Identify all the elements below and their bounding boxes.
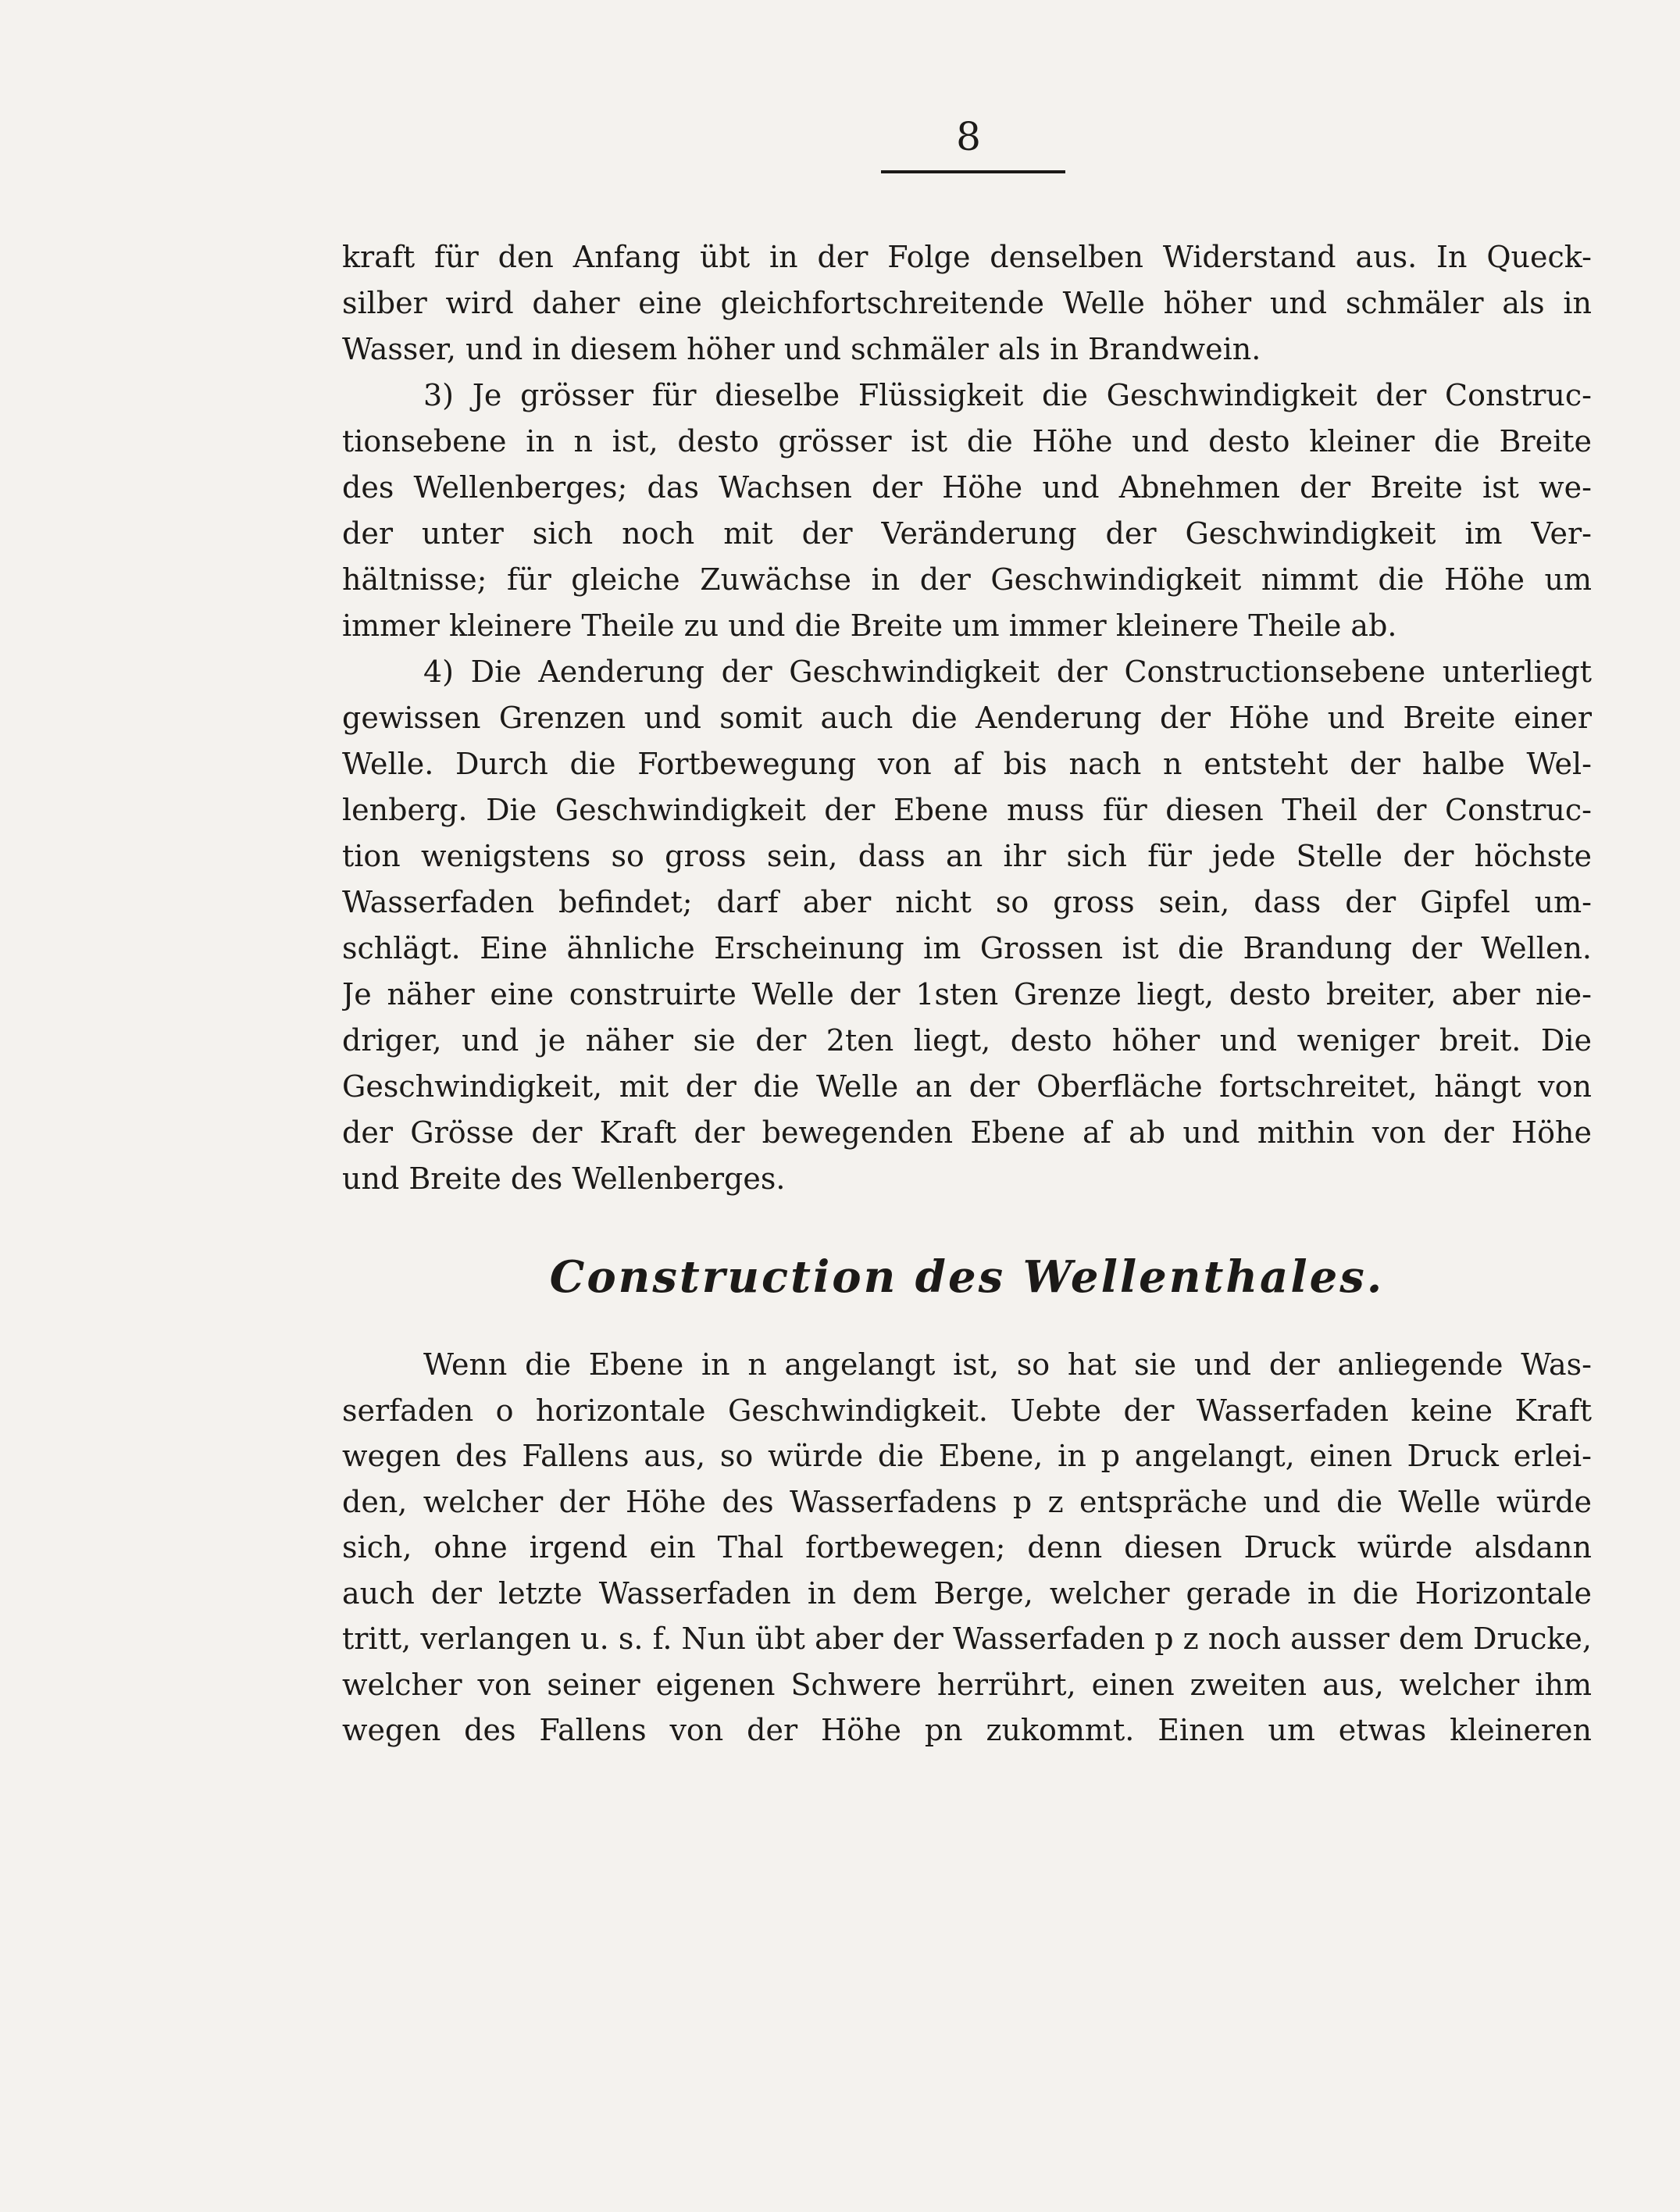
text-line: serfaden o horizontale Geschwindigkeit. Uebte der Wasserfaden keine Kraft [342, 1393, 1592, 1428]
text-line: hältnisse; für gleiche Zuwächse in der Geschwindigkeit nimmt die Höhe um [342, 562, 1592, 597]
text-line: auch der letzte Wasserfaden in dem Berge, welcher gerade in die Horizontale [342, 1575, 1592, 1611]
text-line: Wenn die Ebene in n angelangt ist, so hat sie und der anliegende Was- [423, 1347, 1592, 1382]
text-line: gewissen Grenzen und somit auch die Aenderung der Höhe und Breite einer [342, 701, 1592, 735]
text-line: lenberg. Die Geschwindigkeit der Ebene muss für diesen Theil der Construc- [342, 793, 1592, 827]
text-line: der unter sich noch mit der Veränderung der Geschwindigkeit im Ver- [342, 516, 1592, 551]
text-line: Geschwindigkeit, mit der die Welle an der Oberfläche fortschreitet, hängt von [342, 1069, 1592, 1104]
text-line: driger, und je näher sie der 2ten liegt, desto höher und weniger breit. Die [342, 1023, 1592, 1058]
text-line: des Wellenberges; das Wachsen der Höhe und Abnehmen der Breite ist we- [342, 470, 1592, 505]
text-line: tionsebene in n ist, desto grösser ist die Höhe und desto kleiner die Breite [342, 424, 1592, 458]
text-line: sich, ohne irgend ein Thal fortbewegen; denn diesen Druck würde alsdann [342, 1530, 1592, 1564]
section-heading: Construction des Wellenthales. [549, 1251, 1385, 1303]
header-rule [881, 170, 1065, 173]
text-line: tion wenigstens so gross sein, dass an ihr sich für jede Stelle der höchste [342, 839, 1592, 873]
text-line: 3) Je grösser für dieselbe Flüssigkeit die Geschwindigkeit der Construc- [423, 378, 1592, 412]
text-line: Welle. Durch die Fortbewegung von af bis nach n entsteht der halbe Wel- [342, 747, 1592, 781]
text-line: tritt, verlangen u. s. f. Nun übt aber der Wasserfaden p z noch ausser dem Drucke, [342, 1622, 1592, 1656]
text-line: schlägt. Eine ähnliche Erscheinung im Grossen ist die Brandung der Wellen. [342, 931, 1592, 965]
text-line: 4) Die Aenderung der Geschwindigkeit der Constructionsebene unterliegt [423, 655, 1592, 689]
body-text-bottom [342, 1342, 1592, 1754]
text-line: der Grösse der Kraft der bewegenden Ebene af ab und mithin von der Höhe [342, 1115, 1592, 1150]
text-line: immer kleinere Theile zu und die Breite um immer kleinere Theile ab. [342, 608, 1397, 643]
text-line: und Breite des Wellenberges. [342, 1161, 786, 1196]
text-line: kraft für den Anfang übt in der Folge denselben Widerstand aus. In Queck- [342, 240, 1592, 274]
text-line: Je näher eine construirte Welle der 1sten Grenze liegt, desto breiter, aber nie- [342, 977, 1592, 1011]
text-line: Wasser, und in diesem höher und schmäler als in Brandwein. [342, 332, 1261, 366]
text-line: welcher von seiner eigenen Schwere herrührt, einen zweiten aus, welcher ihm [342, 1667, 1592, 1702]
body-text-top [342, 234, 1592, 1202]
text-line: wegen des Fallens aus, so würde die Ebene, in p angelangt, einen Druck erlei- [342, 1439, 1592, 1473]
page-number: 8 [956, 114, 981, 159]
text-line: silber wird daher eine gleichfortschreitende Welle höher und schmäler als in [342, 286, 1592, 320]
text-line: wegen des Fallens von der Höhe pn zukommt. Einen um etwas kleineren [342, 1713, 1592, 1747]
text-line: den, welcher der Höhe des Wasserfadens p z entspräche und die Welle würde [342, 1484, 1592, 1519]
text-line: Wasserfaden befindet; darf aber nicht so gross sein, dass der Gipfel um- [342, 885, 1592, 919]
